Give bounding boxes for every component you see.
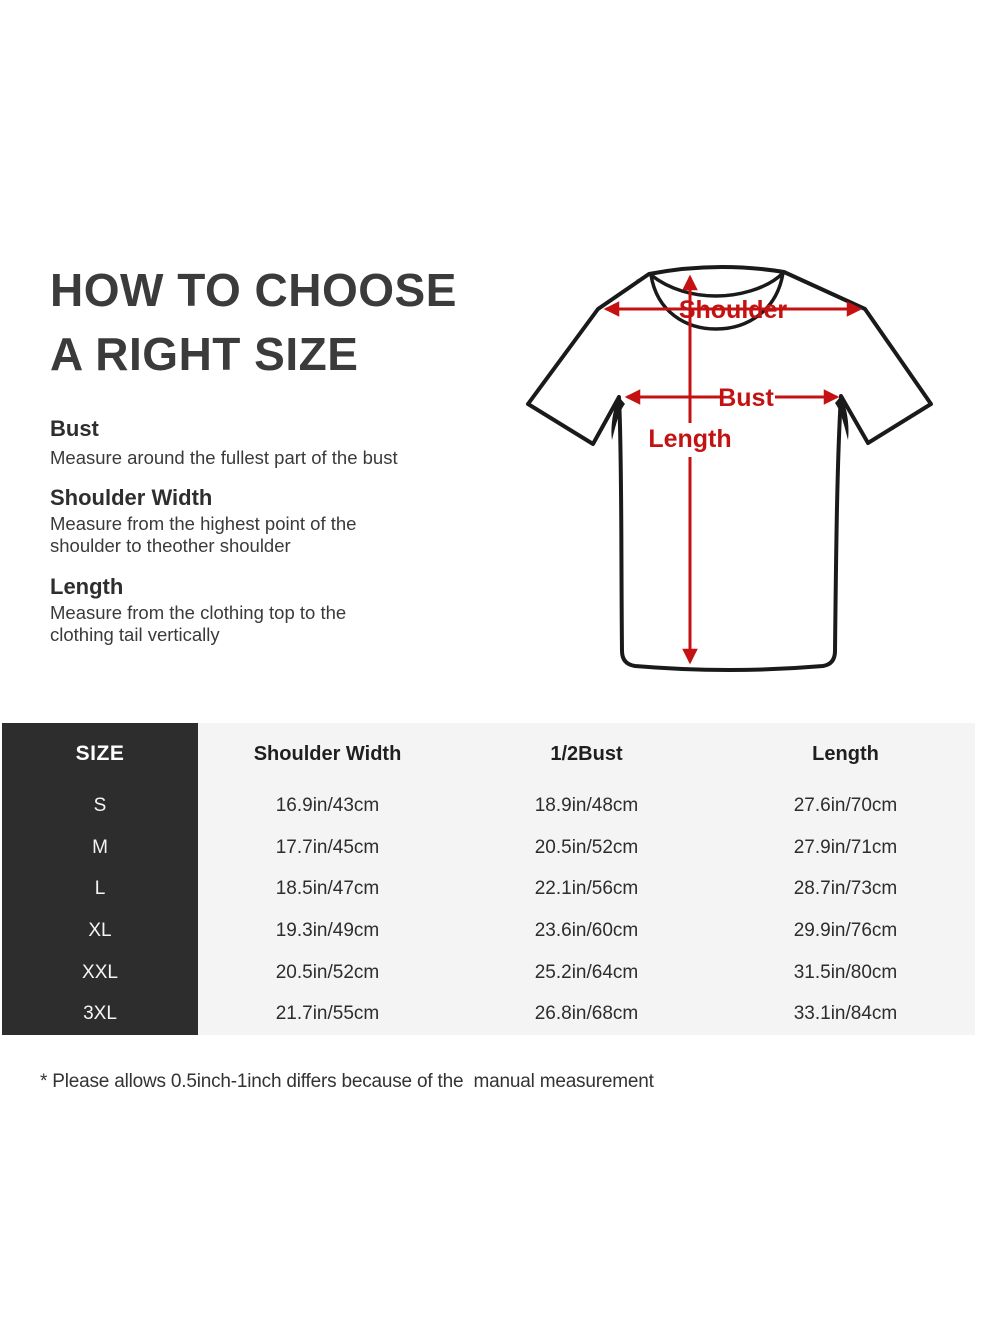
value-cell: 26.8in/68cm [534,1003,639,1025]
value-cell: 29.9in/76cm [793,919,898,941]
value-cell: 22.1in/56cm [534,878,639,900]
value-cell: 27.6in/70cm [793,794,898,816]
value-cell: 18.9in/48cm [534,794,639,816]
value-cell: 28.7in/73cm [793,878,898,900]
size-label-M: M [92,836,108,858]
table-row-M [198,827,975,869]
size-table-values [198,723,975,1035]
shoulder-width-description [50,513,356,556]
table-row-S [198,785,975,827]
table-row-XL [198,910,975,952]
value-cell: 20.5in/52cm [534,836,639,858]
value-cell: 23.6in/60cm [534,919,639,941]
value-cell: 21.7in/55cm [275,1003,380,1025]
bust-arrow-label: Bust [718,384,774,412]
column-header-1: 1/2Bust [550,742,623,765]
length-description-line: clothing tail vertically [50,623,220,645]
length-arrow-label: Length [648,425,732,453]
length-description-line: Measure from the clothing top to the [50,602,347,623]
size-table-header-row [198,723,975,785]
size-column-header: SIZE [75,742,125,765]
length-description [50,602,346,645]
bust-description-line: Measure around the fullest part of the bust [50,447,398,468]
size-label-XXL: XXL [82,961,118,983]
table-row-L [198,868,975,910]
shoulder-width-description-line: Measure from the highest point of the [50,513,357,534]
size-label-XL: XL [88,919,112,941]
shoulder-width-description-line: shoulder to theother shoulder [50,534,291,556]
page-title-line2: A RIGHT SIZE [50,328,359,380]
table-row-XXL [198,952,975,994]
value-cell: 18.5in/47cm [275,878,380,900]
tshirt-measurement-diagram [505,250,955,690]
bust-heading: Bust [50,416,99,441]
shoulder-arrow-label: Shoulder [678,296,788,324]
size-table [2,723,975,1035]
size-column [2,723,198,1035]
value-cell: 17.7in/45cm [275,836,380,858]
value-cell: 25.2in/64cm [534,961,639,983]
size-label-S: S [93,794,107,816]
size-table-body [198,785,975,1035]
value-cell: 20.5in/52cm [275,961,380,983]
page-title-line1: HOW TO CHOOSE [50,264,457,316]
length-heading: Length [50,574,124,599]
value-cell: 31.5in/80cm [793,961,898,983]
value-cell: 19.3in/49cm [275,919,380,941]
value-cell: 27.9in/71cm [793,836,898,858]
column-header-0: Shoulder Width [253,742,402,765]
page-title [50,258,457,386]
value-cell: 33.1in/84cm [793,1003,898,1025]
column-header-2: Length [812,742,879,765]
size-label-L: L [94,878,106,900]
bust-description [50,447,398,469]
size-label-3XL: 3XL [83,1003,117,1025]
table-row-3XL [198,993,975,1035]
measurement-disclaimer: * Please allows 0.5inch-1inch differs because of the manual measurement [40,1071,654,1092]
value-cell: 16.9in/43cm [275,794,380,816]
shoulder-width-heading: Shoulder Width [50,485,213,510]
